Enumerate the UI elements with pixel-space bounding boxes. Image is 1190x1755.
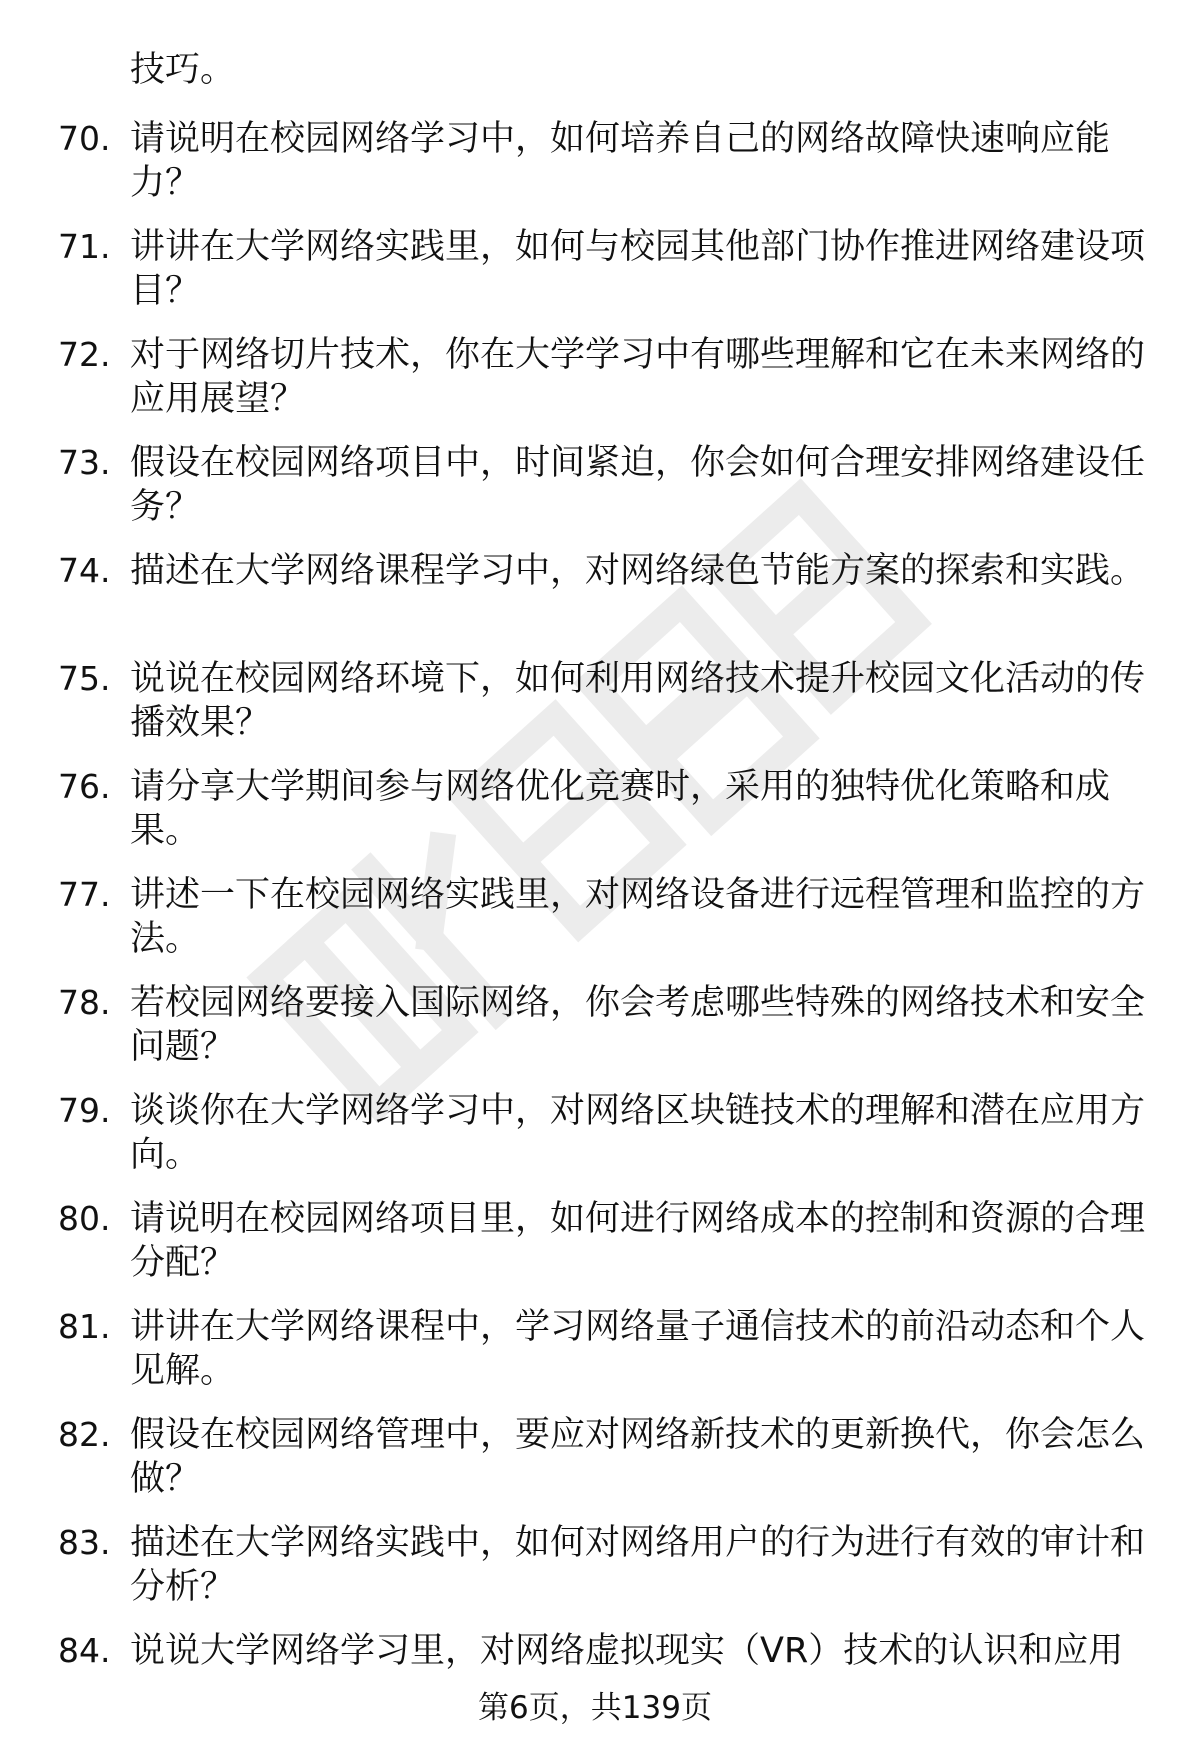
question-number: 74. xyxy=(58,551,111,590)
question-text: 说说在校园网络环境下，如何利用网络技术提升校园文化活动的传播效果？ xyxy=(130,659,1146,743)
question-text: 讲述一下在校园网络实践里，对网络设备进行远程管理和监控的方法。 xyxy=(130,875,1146,959)
question-item xyxy=(0,873,1190,981)
question-item xyxy=(0,1089,1190,1197)
question-text: 描述在大学网络课程学习中，对网络绿色节能方案的探索和实践。 xyxy=(130,551,1146,591)
question-item xyxy=(0,549,1190,657)
question-text: 说说大学网络学习里，对网络虚拟现实（VR）技术的认识和应用 xyxy=(130,1631,1124,1671)
question-text: 谈谈你在大学网络学习中，对网络区块链技术的理解和潜在应用方向。 xyxy=(130,1091,1146,1175)
question-number: 73. xyxy=(58,443,111,482)
question-text: 请说明在校园网络学习中，如何培养自己的网络故障快速响应能力？ xyxy=(130,119,1111,203)
question-text: 若校园网络要接入国际网络，你会考虑哪些特殊的网络技术和安全问题？ xyxy=(130,983,1146,1067)
question-text: 请说明在校园网络项目里，如何进行网络成本的控制和资源的合理分配？ xyxy=(130,1199,1146,1283)
question-text: 讲讲在大学网络课程中，学习网络量子通信技术的前沿动态和个人见解。 xyxy=(130,1307,1146,1391)
question-number: 72. xyxy=(58,335,111,374)
continuation-text: 技巧。 xyxy=(130,50,236,90)
question-number: 82. xyxy=(58,1415,111,1454)
question-number: 80. xyxy=(58,1199,111,1238)
question-number: 78. xyxy=(58,983,111,1022)
question-text: 假设在校园网络项目中，时间紧迫，你会如何合理安排网络建设任务？ xyxy=(130,443,1146,527)
question-text: 假设在校园网络管理中，要应对网络新技术的更新换代，你会怎么做？ xyxy=(130,1415,1146,1499)
question-number: 79. xyxy=(58,1091,111,1130)
question-number: 81. xyxy=(58,1307,111,1346)
question-number: 71. xyxy=(58,227,111,266)
question-text: 对于网络切片技术，你在大学学习中有哪些理解和它在未来网络的应用展望？ xyxy=(130,335,1146,419)
question-number: 83. xyxy=(58,1523,111,1562)
question-number: 70. xyxy=(58,119,111,158)
question-item xyxy=(0,981,1190,1089)
question-item xyxy=(0,225,1190,333)
page-footer: 第6页，共139页 xyxy=(478,1690,712,1726)
question-item xyxy=(0,657,1190,765)
question-item xyxy=(0,441,1190,549)
question-item xyxy=(0,765,1190,873)
question-list xyxy=(0,117,1190,1737)
question-text: 描述在大学网络实践中，如何对网络用户的行为进行有效的审计和分析？ xyxy=(130,1523,1146,1607)
question-item xyxy=(0,1521,1190,1629)
question-number: 77. xyxy=(58,875,111,914)
question-item xyxy=(0,1413,1190,1521)
question-item xyxy=(0,333,1190,441)
question-number: 76. xyxy=(58,767,111,806)
question-item xyxy=(0,117,1190,225)
question-item xyxy=(0,1197,1190,1305)
question-text: 讲讲在大学网络实践里，如何与校园其他部门协作推进网络建设项目？ xyxy=(130,227,1146,311)
question-item xyxy=(0,1305,1190,1413)
question-text: 请分享大学期间参与网络优化竞赛时，采用的独特优化策略和成果。 xyxy=(130,767,1111,851)
question-number: 84. xyxy=(58,1631,111,1670)
question-number: 75. xyxy=(58,659,111,698)
